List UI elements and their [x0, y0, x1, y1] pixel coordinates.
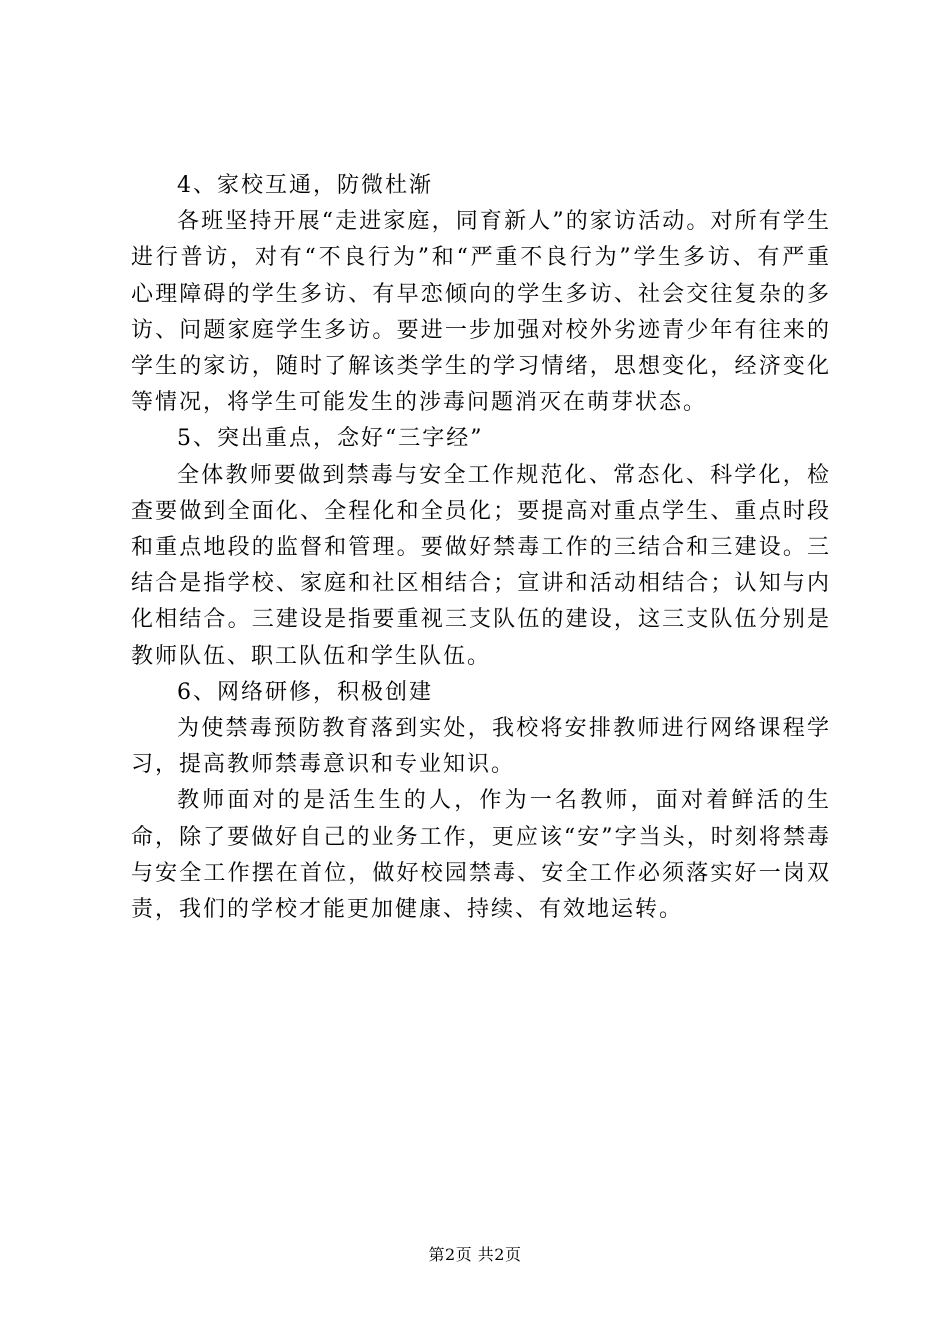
page-number-footer: 第2页 共2页 — [428, 1245, 522, 1264]
paragraph-conclusion: 教师面对的是活生生的人，作为一名教师，面对着鲜活的生命，除了要做好自己的业务工作，更应该“安”字当头，时刻将禁毒与安全工作摆在首位，做好校园禁毒、安全工作必须落实好一岗双责，我们的学校才能更加健康、持续、有效地运转。 — [131, 788, 831, 923]
paragraph-home-visits: 各班坚持开展“走进家庭，同育新人”的家访活动。对所有学生进行普访，对有“不良行为”和“严重不良行为”学生多访、有严重心理障碍的学生多访、有早恋倾向的学生多访、社会交往复杂的多访、问题家庭学生多访。要进一步加强对校外劣迹青少年有往来的学生的家访，随时了解该类学生的学习情绪，思想变化，经济变化等情况，将学生可能发生的涉毒问题消灭在萌芽状态。 — [131, 209, 831, 416]
paragraph-key-points: 全体教师要做到禁毒与安全工作规范化、常态化、科学化，检查要做到全面化、全程化和全员化；要提高对重点学生、重点时段和重点地段的监督和管理。要做好禁毒工作的三结合和三建设。三结合是指学校、家庭和社区相结合；宣讲和活动相结合；认知与内化相结合。三建设是指要重视三支队伍的建设，这三支队伍分别是教师队伍、职工队伍和学生队伍。 — [131, 462, 831, 669]
section-heading-6: 6、网络研修，积极创建 — [177, 679, 433, 705]
section-heading-5: 5、突出重点，念好“三字经” — [177, 426, 484, 452]
document-body — [131, 168, 831, 928]
paragraph-online-training: 为使禁毒预防教育落到实处，我校将安排教师进行网络课程学习，提高教师禁毒意识和专业知识。 — [131, 716, 831, 778]
section-heading-4: 4、家校互通，防微杜渐 — [177, 173, 433, 198]
